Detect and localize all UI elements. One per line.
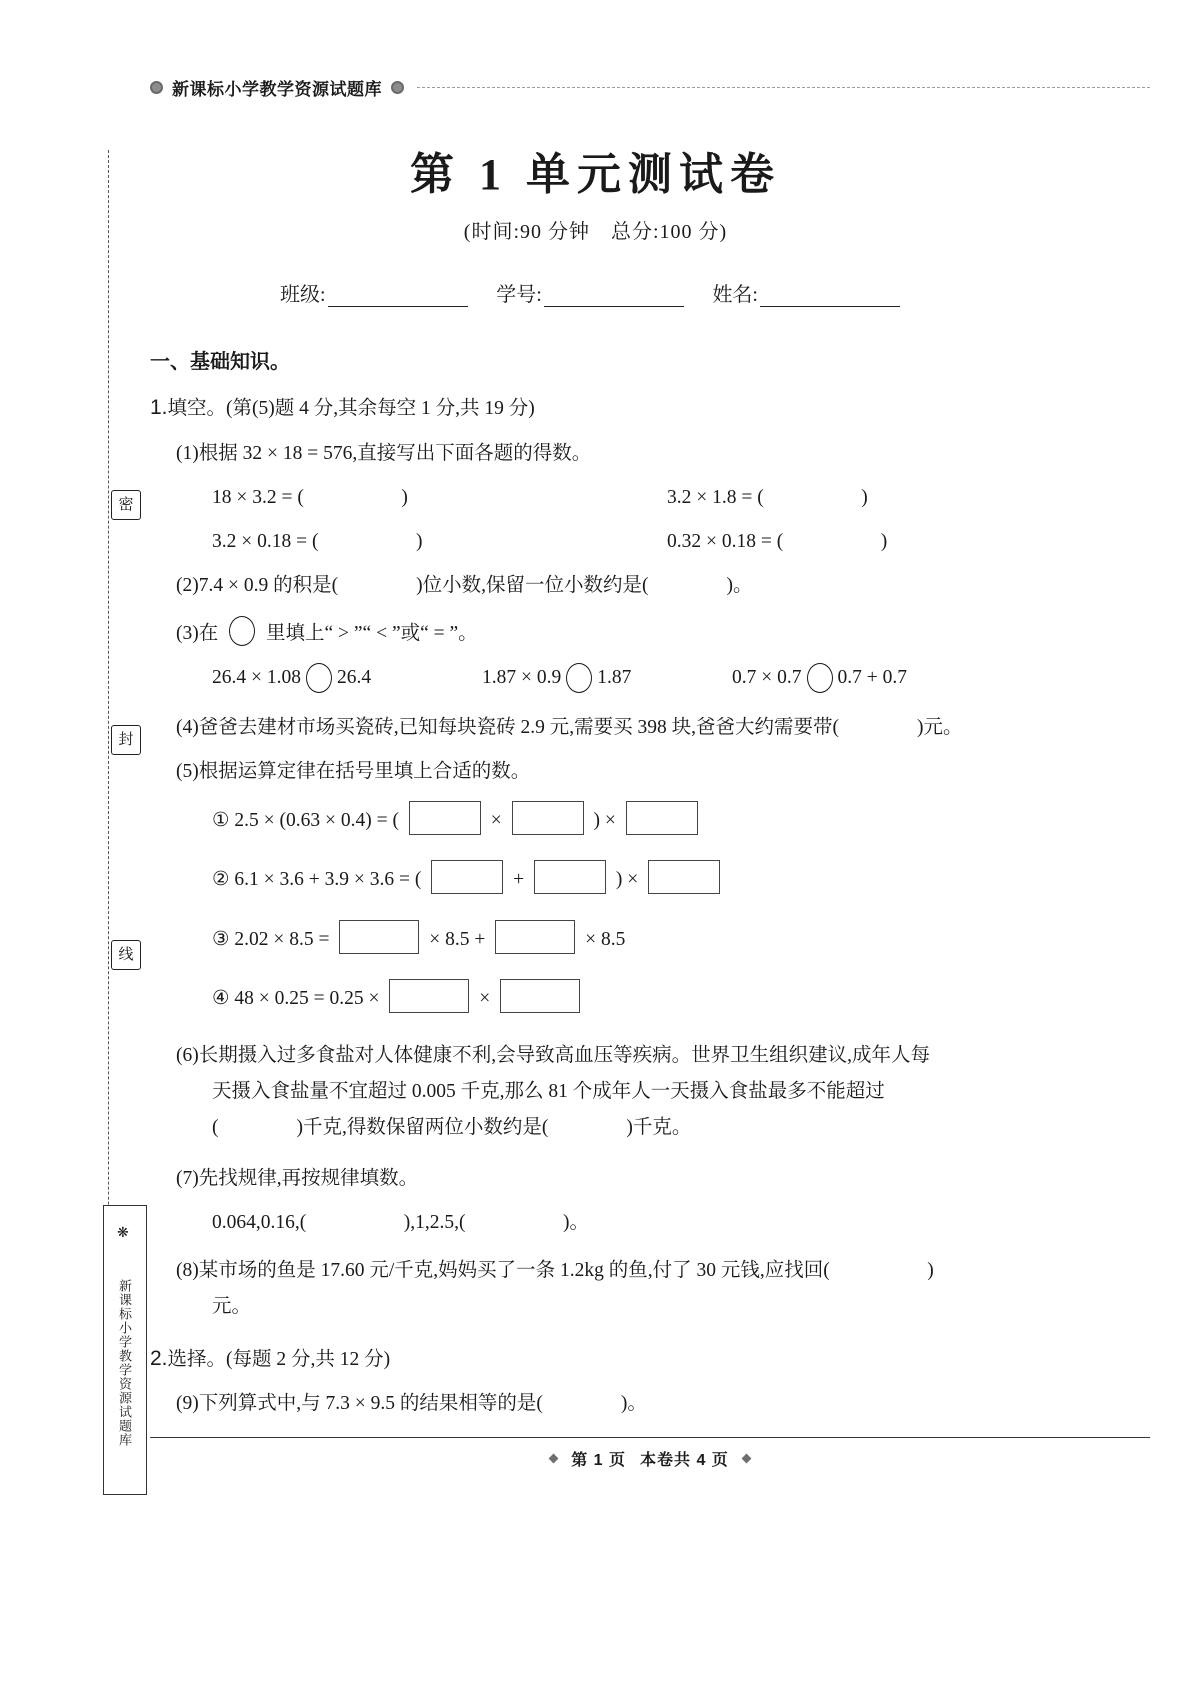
answer-box[interactable]: [648, 860, 720, 894]
item-6-line-2: 天摄入食盐量不宜超过 0.005 千克,那么 81 个成年人一天摄入食盐最多不能超过: [212, 1081, 885, 1103]
item-8[interactable]: [150, 1253, 1070, 1325]
section-heading-1: 一、基础知识。: [150, 351, 290, 373]
question-1-title: 填空。: [167, 398, 227, 419]
item-9[interactable]: (9)下列算式中,与 7.3 × 9.5 的结果相等的是( )。: [176, 1393, 647, 1415]
item-5-eq2-part-b: +: [513, 869, 525, 891]
exam-body: [150, 345, 1070, 1434]
class-field[interactable]: [280, 278, 468, 307]
answer-box[interactable]: [626, 801, 698, 835]
seal-line-strip: [108, 150, 142, 1450]
item-8-line-1: (8)某市场的鱼是 17.60 元/千克,妈妈买了一条 1.2kg 的鱼,付了 30 元钱,应找回( ): [176, 1259, 934, 1281]
item-1-equation-row-2: [150, 527, 1070, 556]
header-divider: [417, 87, 1150, 88]
item-1-eq-1[interactable]: 18 × 3.2 = ( ): [212, 486, 408, 508]
item-5-eq3-part-b: × 8.5 +: [429, 928, 486, 950]
compare-pair-1[interactable]: [212, 663, 482, 693]
page-footer: [150, 1437, 1150, 1470]
filled-circle-icon: [150, 81, 163, 94]
page-title: 第 1 单元测试卷: [410, 150, 781, 199]
answer-box[interactable]: [389, 979, 469, 1013]
compare-pair-2[interactable]: [482, 663, 732, 693]
diamond-icon: [741, 1454, 751, 1464]
item-5-eq1-part-c: ) ×: [593, 810, 616, 832]
name-label: 姓名:: [712, 284, 758, 306]
answer-circle-icon[interactable]: [807, 663, 833, 693]
item-5-equation-2: [150, 860, 1070, 895]
item-5-equation-1: [150, 801, 1070, 836]
item-6-line-3: ( )千克,得数保留两位小数约是( )千克。: [212, 1117, 692, 1139]
class-blank[interactable]: [328, 287, 468, 307]
item-3-stem-suffix: 里填上“ > ”“ < ”或“ = ”。: [266, 622, 478, 644]
item-6-line-1: (6)长期摄入过多食盐对人体健康不利,会导致高血压等疾病。世界卫生组织建议,成年人每: [176, 1045, 930, 1066]
item-1-stem: (1)根据 32 × 18 = 576,直接写出下面各题的得数。: [176, 442, 592, 464]
item-5-eq4-part-a: ④ 48 × 0.25 = 0.25 ×: [212, 987, 380, 1009]
compare-pair-3[interactable]: [732, 663, 907, 693]
student-id-field[interactable]: [496, 278, 684, 307]
vertical-brand-label: [103, 1205, 147, 1495]
class-label: 班级:: [280, 284, 326, 306]
seal-char-feng: 封: [111, 725, 141, 755]
answer-box[interactable]: [512, 801, 584, 835]
item-1-eq-4[interactable]: 0.32 × 0.18 = ( ): [667, 531, 888, 552]
diamond-icon: [549, 1454, 559, 1464]
name-field[interactable]: [712, 278, 900, 307]
answer-circle-icon[interactable]: [566, 663, 592, 693]
item-5-eq3-part-c: × 8.5: [585, 928, 626, 950]
item-5-equation-3: [150, 920, 1070, 955]
answer-box[interactable]: [339, 920, 419, 954]
item-1-eq-2[interactable]: 3.2 × 1.8 = ( ): [667, 486, 868, 508]
answer-box[interactable]: [534, 860, 606, 894]
compare-1-right: 26.4: [337, 667, 372, 689]
item-1-eq-3[interactable]: 3.2 × 0.18 = ( ): [212, 531, 423, 552]
item-7-stem: (7)先找规律,再按规律填数。: [176, 1168, 419, 1190]
item-5-eq1-part-a: ① 2.5 × (0.63 × 0.4) = (: [212, 810, 399, 832]
item-3-stem: [150, 616, 1070, 648]
question-2-header: [150, 1343, 1070, 1375]
page-subtitle: (时间:90 分钟 总分:100 分): [463, 221, 728, 243]
footer-total-pages: 本卷共 4 页: [640, 1452, 729, 1469]
answer-circle-icon[interactable]: [229, 616, 255, 646]
item-5-stem: (5)根据运算定律在括号里填上合适的数。: [176, 761, 531, 782]
item-7-sequence[interactable]: 0.064,0.16,( ),1,2.5,( )。: [212, 1212, 589, 1234]
answer-box[interactable]: [431, 860, 503, 894]
page-header: [150, 72, 1150, 102]
item-2[interactable]: (2)7.4 × 0.9 的积是( )位小数,保留一位小数约是( )。: [176, 575, 753, 597]
answer-circle-icon[interactable]: [306, 663, 332, 693]
student-id-blank[interactable]: [544, 287, 684, 307]
item-5-equation-4: [150, 979, 1070, 1014]
item-1-equation-row-1: [150, 483, 1070, 512]
answer-box[interactable]: [495, 920, 575, 954]
seal-char-mi: 密: [111, 490, 141, 520]
question-2-title: 选择。: [167, 1348, 227, 1370]
student-info-row: [150, 278, 1010, 307]
compare-2-left: 1.87 × 0.9: [482, 667, 562, 689]
compare-3-left: 0.7 × 0.7: [732, 667, 802, 689]
question-2-points: (每题 2 分,共 12 分): [226, 1348, 391, 1370]
answer-box[interactable]: [500, 979, 580, 1013]
item-3-stem-prefix: (3)在: [176, 622, 219, 644]
item-5-eq3-part-a: ③ 2.02 × 8.5 =: [212, 928, 330, 950]
compare-2-right: 1.87: [597, 667, 632, 689]
vertical-brand-text: 新课标小学教学资源试题库: [117, 1279, 132, 1447]
name-blank[interactable]: [760, 287, 900, 307]
item-8-line-2: 元。: [212, 1295, 252, 1317]
question-2-number: 2.: [150, 1346, 168, 1370]
item-5-eq4-part-b: ×: [479, 987, 491, 1009]
filled-circle-icon: [391, 81, 404, 94]
footer-page-number: 第 1 页: [571, 1452, 626, 1469]
student-id-label: 学号:: [496, 284, 542, 306]
answer-box[interactable]: [409, 801, 481, 835]
compare-3-right: 0.7 + 0.7: [837, 667, 907, 689]
item-5-eq1-part-b: ×: [490, 810, 502, 832]
flower-icon: ❋: [117, 1224, 130, 1240]
question-1-number: 1.: [150, 396, 168, 419]
item-6[interactable]: [150, 1038, 1070, 1146]
item-5-eq2-part-a: ② 6.1 × 3.6 + 3.9 × 3.6 = (: [212, 869, 422, 891]
item-4[interactable]: (4)爸爸去建材市场买瓷砖,已知每块瓷砖 2.9 元,需要买 398 块,爸爸大约需要带( )元。: [176, 716, 963, 738]
brand-title: 新课标小学教学资源试题库: [172, 79, 382, 99]
question-1-header: [150, 392, 1070, 424]
item-5-eq2-part-c: ) ×: [615, 869, 639, 891]
seal-char-xian: 线: [111, 940, 141, 970]
question-1-points: (第(5)题 4 分,其余每空 1 分,共 19 分): [226, 398, 535, 419]
compare-1-left: 26.4 × 1.08: [212, 667, 301, 689]
item-3-compare-row: [150, 663, 1070, 693]
